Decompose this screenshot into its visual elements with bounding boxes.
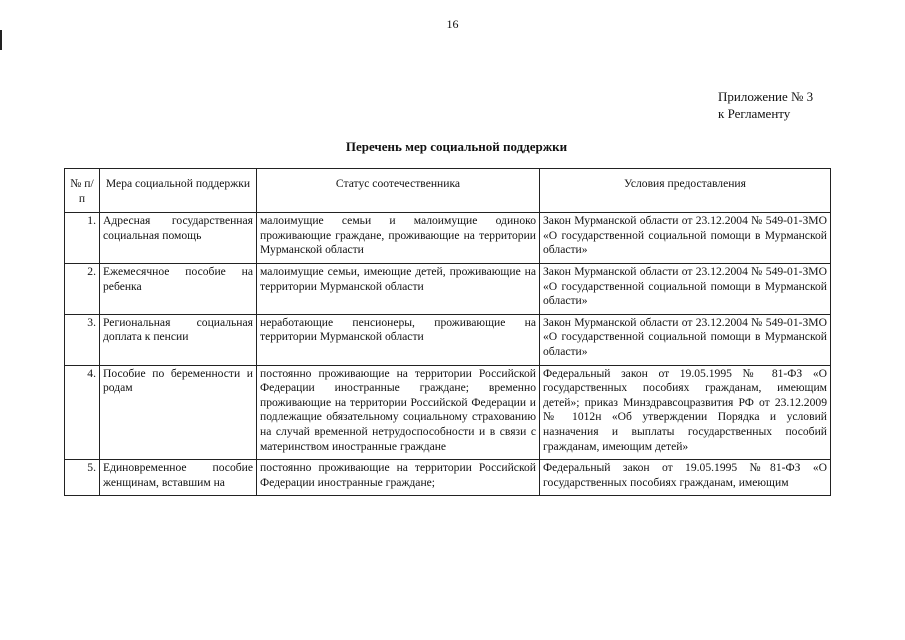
row-conditions: Закон Мурманской области от 23.12.2004 № 549-01-ЗМО «О государственной социальной помощи в Мурманской области» (540, 314, 831, 365)
row-number: 3. (65, 314, 100, 365)
table-row (65, 460, 831, 496)
row-conditions: Федеральный закон от 19.05.1995 №81-ФЗ «О государственных пособиях гражданам, имеющим (540, 460, 831, 496)
row-status: постоянно проживающие на территории Российской Федерации иностранные граждане; (257, 460, 540, 496)
row-number: 5. (65, 460, 100, 496)
appendix-line-1: Приложение № 3 (718, 89, 814, 104)
row-measure: Единовременное пособие женщинам, вставшим на (100, 460, 257, 496)
header-number: № п/п (65, 169, 100, 213)
appendix-note (718, 88, 813, 122)
row-number: 2. (65, 263, 100, 314)
table-row (65, 263, 831, 314)
table-row (65, 213, 831, 264)
row-conditions: Федеральный закон от 19.05.1995 № 81-ФЗ «О государственных пособиях гражданам, имеющим детей»; приказ Минздравсоцразвития РФ от 23.12.2009 № 1012н «Об утверждении Порядка и условий назначения и выплаты государственных пособий гражданам, имеющим детей» (540, 365, 831, 460)
row-measure: Пособие по беременности и родам (100, 365, 257, 460)
row-measure: Адресная государственная социальная помощь (100, 213, 257, 264)
row-number: 1. (65, 213, 100, 264)
row-status: постоянно проживающие на территории Российской Федерации иностранные граждане; временно проживающие на территории Российской Федерации и подлежащие обязательному социальному страхованию на случай временной нетрудоспособности и в связи с материнством иностранные граждане (257, 365, 540, 460)
scan-edge-mark (0, 30, 2, 50)
row-conditions: Закон Мурманской области от 23.12.2004 № 549-01-ЗМО «О государственной социальной помощи в Мурманской области» (540, 213, 831, 264)
table-header-row (65, 169, 831, 213)
row-measure: Региональная социальная доплата к пенсии (100, 314, 257, 365)
row-measure: Ежемесячное пособие на ребенка (100, 263, 257, 314)
row-status: неработающие пенсионеры, проживающие на территории Мурманской области (257, 314, 540, 365)
row-status: малоимущие семьи и малоимущие одиноко проживающие граждане, проживающие на территории Мурманской области (257, 213, 540, 264)
header-status: Статус соотечественника (257, 169, 540, 213)
social-support-table (64, 168, 831, 496)
appendix-line-2: к Регламенту (718, 106, 791, 121)
page-number: 16 (446, 17, 459, 31)
table-row (65, 314, 831, 365)
header-conditions: Условия предоставления (540, 169, 831, 213)
header-measure: Мера социальной поддержки (100, 169, 257, 213)
row-status: малоимущие семьи, имеющие детей, проживающие на территории Мурманской области (257, 263, 540, 314)
document-title: Перечень мер социальной поддержки (345, 139, 568, 154)
table-row (65, 365, 831, 460)
row-number: 4. (65, 365, 100, 460)
row-conditions: Закон Мурманской области от 23.12.2004 № 549-01-ЗМО «О государственной социальной помощи в Мурманской области» (540, 263, 831, 314)
